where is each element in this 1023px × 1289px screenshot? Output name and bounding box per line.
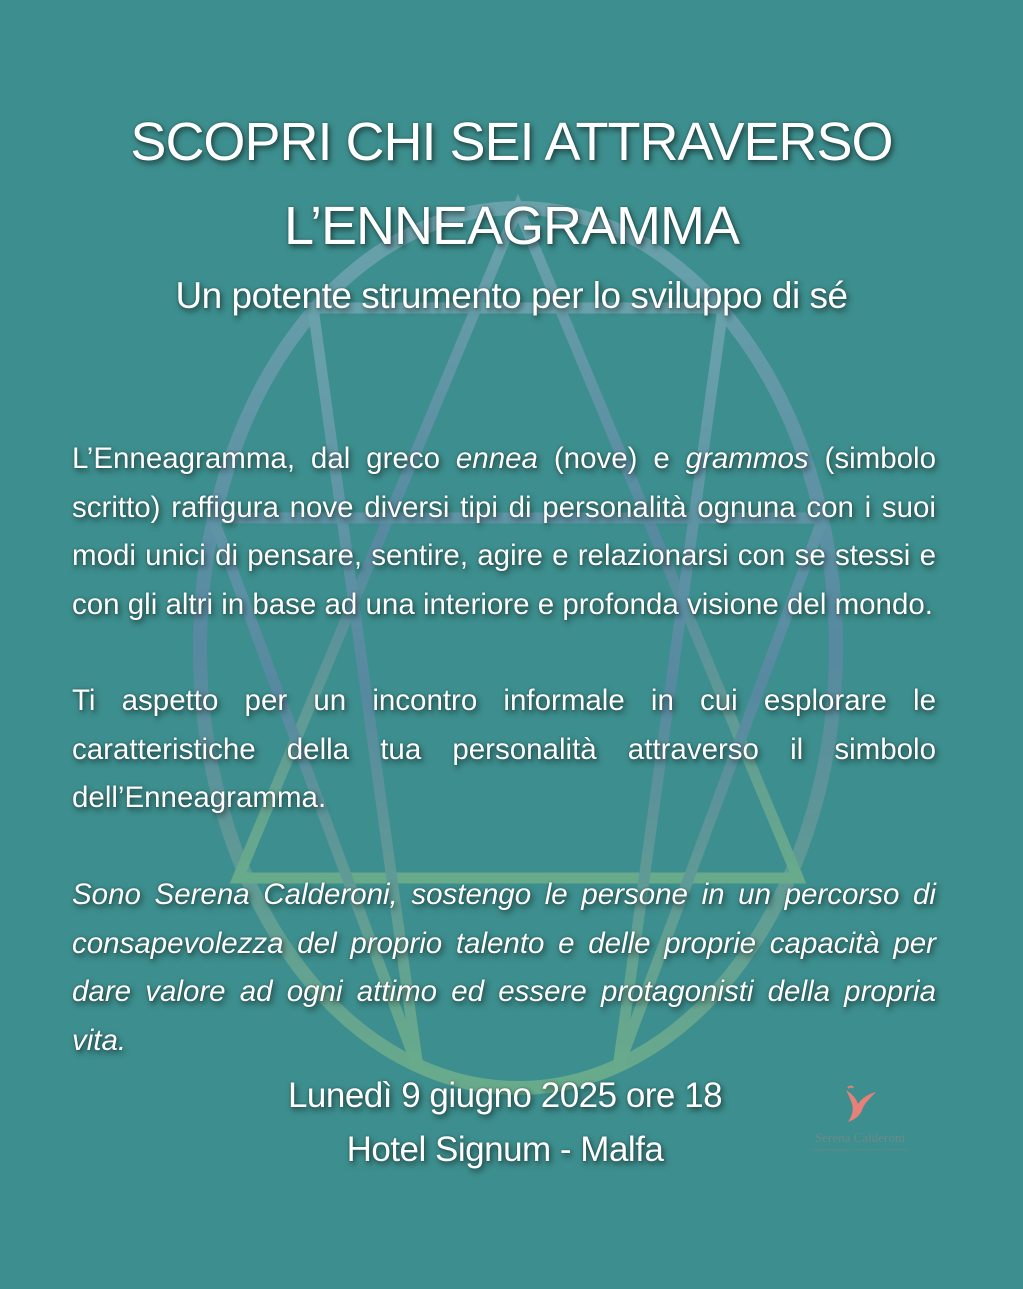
intro-text-3: (simbolo scritto) raffigura nove diversi tipi di personalità ognuna con i suoi modi unici di pensare, sentire, agire e relazionarsi con se stessi e con gli altri in base ad una interiore e profonda visione del mondo. [72,442,936,621]
title-line-1: SCOPRI CHI SEI ATTRAVERSO [130,112,893,172]
bird-icon [838,1080,882,1124]
intro-paragraph [72,435,936,629]
event-date: Lunedì 9 giugno 2025 ore 18 [287,1076,723,1115]
subtitle: Un potente strumento per lo sviluppo di sé [175,275,848,316]
logo-tagline: COMUNICAZIONE CONSAPEVOLE COACHING [810,1147,910,1152]
logo [800,1078,920,1158]
event-place: Hotel Signum - Malfa [346,1130,664,1169]
intro-term-grammos: grammos [685,442,809,475]
logo-name: Serena Calderoni [815,1130,905,1145]
intro-text-2: (nove) e [537,442,686,475]
about-paragraph: Sono Serena Calderoni, sostengo le persone in un percorso di consapevolezza del proprio talento e delle proprie capacità per dare valore ad ogni attimo ed essere protagonisti della propria vita. [72,878,936,1057]
intro-term-ennea: ennea [455,442,538,475]
title-line-2: L’ENNEAGRAMMA [283,196,740,256]
invitation-paragraph: Ti aspetto per un incontro informale in cui esplorare le caratteristiche della tua personalità attraverso il simbolo dell’Enneagramma. [72,684,936,815]
intro-text-1: L’Enneagramma, dal greco [72,442,456,475]
